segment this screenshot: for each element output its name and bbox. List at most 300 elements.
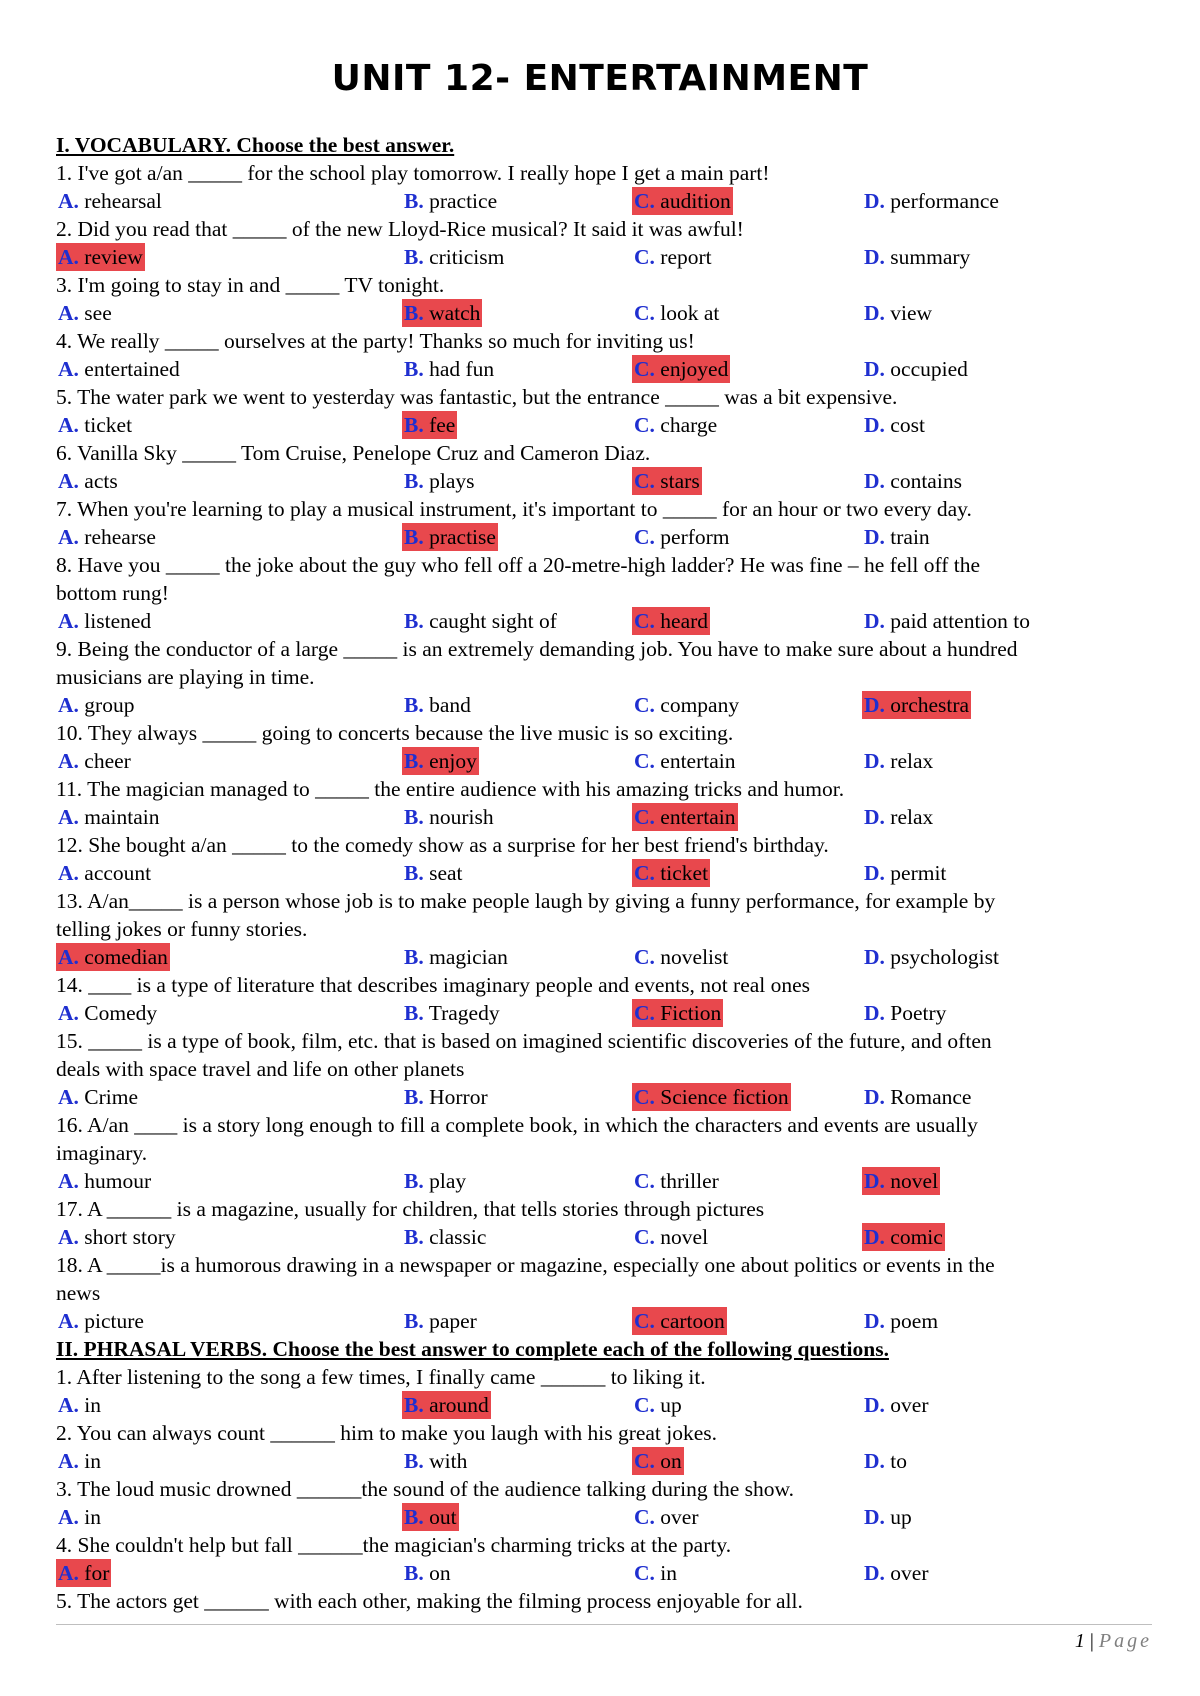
answer-option[interactable]	[56, 467, 120, 495]
correct-answer-option[interactable]	[402, 747, 479, 775]
option-text: magician	[429, 945, 508, 969]
question-text: 3. The loud music drowned ______the sound of the audience talking during the show.	[56, 1477, 795, 1501]
option-letter: C.	[634, 1169, 655, 1193]
answer-option[interactable]	[56, 1223, 178, 1251]
answer-option[interactable]	[56, 299, 114, 327]
answer-option[interactable]	[56, 1447, 103, 1475]
option-text: novelist	[660, 945, 729, 969]
option-text: in	[660, 1561, 678, 1585]
option-letter: B.	[404, 609, 424, 633]
question-item	[56, 1027, 1156, 1111]
option-letter: D.	[864, 413, 885, 437]
answer-option[interactable]	[862, 523, 932, 551]
answer-option[interactable]	[56, 411, 134, 439]
option-letter: B.	[404, 749, 424, 773]
option-letter: D.	[864, 693, 885, 717]
answer-options	[56, 411, 1156, 439]
option-text: occupied	[890, 357, 968, 381]
option-text: practice	[429, 189, 498, 213]
option-letter: A.	[58, 749, 79, 773]
answer-options	[56, 523, 1156, 551]
option-text: band	[429, 693, 471, 717]
option-letter: A.	[58, 1561, 79, 1585]
answer-option[interactable]	[862, 747, 935, 775]
option-letter: D.	[864, 609, 885, 633]
option-letter: B.	[404, 189, 424, 213]
page-title: UNIT 12- ENTERTAINMENT	[331, 58, 869, 99]
question-text: 8. Have you _____ the joke about the guy who fell off a 20-metre-high ladder? He was fine – he fell off the	[56, 553, 981, 577]
option-letter: A.	[58, 1225, 79, 1249]
option-text: relax	[890, 749, 934, 773]
answer-option[interactable]	[56, 1307, 146, 1335]
option-letter: D.	[864, 1001, 885, 1025]
option-letter: C.	[634, 945, 655, 969]
answer-option[interactable]	[56, 691, 136, 719]
question-text: 5. The actors get ______ with each other, making the filming process enjoyable for all.	[56, 1589, 803, 1613]
answer-options	[56, 1447, 1156, 1475]
option-letter: D.	[864, 1169, 885, 1193]
option-text: short story	[84, 1225, 176, 1249]
answer-option[interactable]	[56, 355, 182, 383]
page-label: Page	[1098, 1630, 1152, 1652]
answer-option[interactable]	[632, 1391, 684, 1419]
option-letter: A.	[58, 1393, 79, 1417]
question-item	[56, 831, 1156, 887]
option-letter: B.	[404, 1393, 424, 1417]
option-letter: A.	[58, 301, 79, 325]
option-letter: C.	[634, 1001, 655, 1025]
option-letter: A.	[58, 245, 79, 269]
question-text: bottom rung!	[56, 581, 169, 605]
correct-answer-option[interactable]	[632, 607, 710, 635]
answer-option[interactable]	[862, 999, 948, 1027]
answer-option[interactable]	[632, 523, 732, 551]
option-text: ticket	[660, 861, 709, 885]
option-letter: A.	[58, 805, 79, 829]
option-text: perform	[660, 525, 730, 549]
option-letter: A.	[58, 189, 79, 213]
question-text: 5. The water park we went to yesterday was fantastic, but the entrance _____ was a bit expensive.	[56, 385, 898, 409]
correct-answer-option[interactable]	[632, 187, 733, 215]
question-text: 6. Vanilla Sky _____ Tom Cruise, Penelope Cruz and Cameron Diaz.	[56, 441, 651, 465]
answer-options	[56, 1503, 1156, 1531]
option-letter: D.	[864, 861, 885, 885]
option-letter: C.	[634, 189, 655, 213]
option-text: Comedy	[84, 1001, 158, 1025]
option-letter: A.	[58, 1169, 79, 1193]
option-letter: A.	[58, 1085, 79, 1109]
answer-options	[56, 747, 1156, 775]
option-text: novel	[890, 1169, 939, 1193]
question-text: 13. A/an_____ is a person whose job is to make people laugh by giving a funny performance, for example by	[56, 889, 996, 913]
answer-option[interactable]	[56, 607, 153, 635]
answer-option[interactable]	[862, 1447, 909, 1475]
correct-answer-option[interactable]	[632, 999, 723, 1027]
answer-option[interactable]	[402, 1559, 453, 1587]
answer-options	[56, 1307, 1156, 1335]
option-letter: A.	[58, 413, 79, 437]
correct-answer-option[interactable]	[632, 1083, 791, 1111]
option-text: permit	[890, 861, 947, 885]
option-text: with	[429, 1449, 468, 1473]
answer-options	[56, 607, 1156, 635]
option-text: for	[84, 1561, 110, 1585]
answer-option[interactable]	[632, 1223, 710, 1251]
question-text: 2. Did you read that _____ of the new Lloyd-Rice musical? It said it was awful!	[56, 217, 744, 241]
question-text: 7. When you're learning to play a musical instrument, it's important to _____ for an hour or two every day.	[56, 497, 972, 521]
correct-answer-option[interactable]	[402, 523, 498, 551]
correct-answer-option[interactable]	[632, 803, 738, 831]
option-text: charge	[660, 413, 718, 437]
answer-option[interactable]	[402, 1223, 488, 1251]
option-text: comedian	[84, 945, 168, 969]
answer-option[interactable]	[56, 999, 159, 1027]
page-footer	[1075, 1630, 1152, 1653]
question-item	[56, 775, 1156, 831]
option-letter: C.	[634, 609, 655, 633]
answer-options	[56, 1083, 1156, 1111]
option-text: paper	[429, 1309, 477, 1333]
correct-answer-option[interactable]	[862, 1223, 945, 1251]
question-item	[56, 439, 1156, 495]
answer-options	[56, 467, 1156, 495]
option-text: out	[429, 1505, 457, 1529]
option-letter: B.	[404, 1309, 424, 1333]
option-letter: B.	[404, 945, 424, 969]
answer-option[interactable]	[862, 187, 1001, 215]
question-item	[56, 495, 1156, 551]
option-letter: B.	[404, 525, 424, 549]
question-item	[56, 1475, 1156, 1531]
option-letter: C.	[634, 1561, 655, 1585]
question-text: imaginary.	[56, 1141, 148, 1165]
option-letter: D.	[864, 1561, 885, 1585]
option-text: cheer	[84, 749, 131, 773]
correct-answer-option[interactable]	[632, 859, 710, 887]
question-item	[56, 719, 1156, 775]
answer-option[interactable]	[862, 299, 934, 327]
option-letter: D.	[864, 301, 885, 325]
option-text: poem	[890, 1309, 939, 1333]
option-letter: A.	[58, 693, 79, 717]
option-text: in	[84, 1505, 102, 1529]
question-text: 1. After listening to the song a few times, I finally came ______ to liking it.	[56, 1365, 706, 1389]
option-letter: A.	[58, 609, 79, 633]
option-text: enjoyed	[660, 357, 729, 381]
option-text: watch	[429, 301, 481, 325]
answer-option[interactable]	[56, 803, 162, 831]
answer-option[interactable]	[402, 1307, 479, 1335]
answer-options	[56, 355, 1156, 383]
option-text: group	[84, 693, 135, 717]
answer-option[interactable]	[402, 943, 510, 971]
answer-option[interactable]	[632, 1503, 700, 1531]
answer-options	[56, 803, 1156, 831]
option-text: nourish	[429, 805, 494, 829]
option-text: Romance	[890, 1085, 972, 1109]
option-letter: C.	[634, 805, 655, 829]
option-text: look at	[660, 301, 720, 325]
option-letter: C.	[634, 1085, 655, 1109]
correct-answer-option[interactable]	[56, 243, 145, 271]
option-text: Tragedy	[428, 1001, 500, 1025]
answer-option[interactable]	[56, 523, 158, 551]
question-item	[56, 327, 1156, 383]
correct-answer-option[interactable]	[402, 1391, 491, 1419]
answer-option[interactable]	[862, 467, 964, 495]
question-text: 18. A _____is a humorous drawing in a newspaper or magazine, especially one about politics or events in the	[56, 1253, 995, 1277]
answer-option[interactable]	[632, 691, 741, 719]
option-text: train	[890, 525, 930, 549]
option-text: entertained	[84, 357, 180, 381]
option-text: orchestra	[890, 693, 970, 717]
answer-option[interactable]	[402, 691, 473, 719]
question-text: 4. She couldn't help but fall ______the magician's charming tricks at the party.	[56, 1533, 732, 1557]
option-letter: D.	[864, 1309, 885, 1333]
question-item	[56, 1587, 1156, 1615]
answer-option[interactable]	[56, 1503, 103, 1531]
question-text: 11. The magician managed to _____ the entire audience with his amazing tricks and humor.	[56, 777, 845, 801]
correct-answer-option[interactable]	[632, 467, 702, 495]
answer-option[interactable]	[862, 1559, 930, 1587]
answer-option[interactable]	[862, 943, 1001, 971]
option-text: Poetry	[890, 1001, 947, 1025]
answer-option[interactable]	[632, 243, 714, 271]
answer-option[interactable]	[402, 1167, 468, 1195]
answer-options	[56, 187, 1156, 215]
option-letter: D.	[864, 357, 885, 381]
option-letter: D.	[864, 525, 885, 549]
correct-answer-option[interactable]	[402, 411, 457, 439]
option-text: psychologist	[890, 945, 999, 969]
answer-option[interactable]	[632, 943, 730, 971]
answer-option[interactable]	[56, 1167, 153, 1195]
option-text: in	[84, 1449, 102, 1473]
answer-option[interactable]	[56, 747, 133, 775]
option-text: entertain	[660, 749, 736, 773]
option-text: rehearsal	[84, 189, 162, 213]
answer-options	[56, 691, 1156, 719]
option-text: report	[660, 245, 712, 269]
option-letter: C.	[634, 357, 655, 381]
question-item	[56, 1195, 1156, 1251]
answer-option[interactable]	[862, 859, 948, 887]
answer-option[interactable]	[56, 1083, 140, 1111]
option-text: classic	[429, 1225, 487, 1249]
option-text: in	[84, 1393, 102, 1417]
option-text: play	[429, 1169, 467, 1193]
question-text: 2. You can always count ______ him to make you laugh with his great jokes.	[56, 1421, 718, 1445]
option-letter: B.	[404, 1505, 424, 1529]
answer-option[interactable]	[632, 299, 721, 327]
question-text: 4. We really _____ ourselves at the party! Thanks so much for inviting us!	[56, 329, 695, 353]
option-text: rehearse	[84, 525, 156, 549]
answer-option[interactable]	[402, 999, 502, 1027]
option-text: entertain	[660, 805, 736, 829]
option-text: listened	[84, 609, 152, 633]
answer-option[interactable]	[862, 803, 935, 831]
option-letter: C.	[634, 301, 655, 325]
option-text: relax	[890, 805, 934, 829]
option-letter: D.	[864, 189, 885, 213]
option-text: review	[84, 245, 143, 269]
answer-option[interactable]	[402, 467, 476, 495]
option-text: summary	[890, 245, 971, 269]
option-text: around	[429, 1393, 489, 1417]
correct-answer-option[interactable]	[56, 1559, 111, 1587]
option-letter: B.	[404, 1225, 424, 1249]
answer-option[interactable]	[402, 1083, 490, 1111]
option-letter: D.	[864, 245, 885, 269]
option-text: acts	[84, 469, 118, 493]
option-text: fee	[429, 413, 456, 437]
answer-options	[56, 1223, 1156, 1251]
answer-option[interactable]	[632, 1167, 721, 1195]
answer-option[interactable]	[862, 1503, 914, 1531]
option-letter: A.	[58, 861, 79, 885]
question-text: telling jokes or funny stories.	[56, 917, 308, 941]
option-letter: C.	[634, 1393, 655, 1417]
option-text: thriller	[660, 1169, 719, 1193]
question-list	[56, 131, 1156, 1615]
question-item	[56, 271, 1156, 327]
option-letter: A.	[58, 1449, 79, 1473]
option-text: practise	[429, 525, 496, 549]
answer-option[interactable]	[862, 1391, 930, 1419]
answer-options	[56, 243, 1156, 271]
answer-options	[56, 1559, 1156, 1587]
option-letter: B.	[404, 357, 424, 381]
option-text: over	[890, 1561, 929, 1585]
option-text: humour	[84, 1169, 152, 1193]
option-letter: C.	[634, 413, 655, 437]
section-heading: II. PHRASAL VERBS. Choose the best answer to complete each of the following questions.	[56, 1337, 889, 1361]
answer-options	[56, 299, 1156, 327]
option-text: over	[660, 1505, 699, 1529]
option-text: comic	[890, 1225, 943, 1249]
option-text: ticket	[84, 413, 133, 437]
question-item	[56, 215, 1156, 271]
answer-option[interactable]	[402, 803, 496, 831]
option-letter: B.	[404, 1561, 424, 1585]
option-text: heard	[660, 609, 709, 633]
answer-option[interactable]	[862, 607, 1032, 635]
option-text: view	[890, 301, 933, 325]
question-item	[56, 1363, 1156, 1419]
option-text: caught sight of	[429, 609, 557, 633]
option-letter: B.	[404, 245, 424, 269]
option-text: maintain	[84, 805, 160, 829]
option-letter: B.	[404, 413, 424, 437]
option-text: on	[429, 1561, 451, 1585]
option-letter: B.	[404, 1169, 424, 1193]
option-text: seat	[429, 861, 463, 885]
correct-answer-option[interactable]	[632, 1447, 684, 1475]
option-letter: B.	[404, 1449, 424, 1473]
option-letter: B.	[404, 693, 424, 717]
answer-option[interactable]	[402, 187, 499, 215]
option-letter: D.	[864, 469, 885, 493]
answer-option[interactable]	[632, 1559, 679, 1587]
correct-answer-option[interactable]	[402, 1503, 459, 1531]
correct-answer-option[interactable]	[402, 299, 482, 327]
answer-options	[56, 1391, 1156, 1419]
option-letter: A.	[58, 945, 79, 969]
question-item	[56, 159, 1156, 215]
option-letter: B.	[404, 1001, 424, 1025]
option-text: enjoy	[429, 749, 477, 773]
option-letter: A.	[58, 1001, 79, 1025]
option-letter: C.	[634, 1505, 655, 1529]
option-text: contains	[890, 469, 962, 493]
answer-options	[56, 859, 1156, 887]
answer-option[interactable]	[402, 243, 506, 271]
correct-answer-option[interactable]	[632, 1307, 727, 1335]
footer-divider	[56, 1624, 1152, 1625]
option-text: Fiction	[660, 1001, 722, 1025]
answer-option[interactable]	[862, 411, 927, 439]
question-text: news	[56, 1281, 101, 1305]
option-text: to	[890, 1449, 908, 1473]
option-letter: B.	[404, 1085, 424, 1109]
correct-answer-option[interactable]	[862, 1167, 940, 1195]
option-text: cartoon	[660, 1309, 725, 1333]
question-item	[56, 635, 1156, 719]
answer-option[interactable]	[862, 243, 972, 271]
answer-option[interactable]	[402, 1447, 469, 1475]
option-text: up	[660, 1393, 682, 1417]
option-letter: D.	[864, 945, 885, 969]
option-letter: A.	[58, 1309, 79, 1333]
answer-option[interactable]	[56, 1391, 103, 1419]
correct-answer-option[interactable]	[632, 355, 730, 383]
answer-option[interactable]	[402, 607, 559, 635]
option-text: see	[84, 301, 112, 325]
option-letter: D.	[864, 805, 885, 829]
option-letter: D.	[864, 1505, 885, 1529]
option-text: cost	[890, 413, 925, 437]
option-letter: C.	[634, 1309, 655, 1333]
answer-option[interactable]	[862, 355, 970, 383]
question-item	[56, 971, 1156, 1027]
option-letter: C.	[634, 693, 655, 717]
correct-answer-option[interactable]	[862, 691, 971, 719]
question-text: 15. _____ is a type of book, film, etc. that is based on imagined scientific discoveries of the future, and often	[56, 1029, 992, 1053]
answer-option[interactable]	[632, 747, 738, 775]
answer-option[interactable]	[402, 355, 496, 383]
answer-option[interactable]	[56, 859, 153, 887]
answer-options	[56, 1167, 1156, 1195]
option-text: performance	[890, 189, 999, 213]
answer-option[interactable]	[862, 1083, 973, 1111]
correct-answer-option[interactable]	[56, 943, 170, 971]
option-text: account	[84, 861, 152, 885]
question-text: 14. ____ is a type of literature that describes imaginary people and events, not real ones	[56, 973, 811, 997]
option-text: Crime	[84, 1085, 139, 1109]
option-letter: B.	[404, 805, 424, 829]
option-letter: B.	[404, 469, 424, 493]
option-letter: A.	[58, 525, 79, 549]
answer-option[interactable]	[632, 411, 719, 439]
answer-option[interactable]	[56, 187, 164, 215]
question-item	[56, 551, 1156, 635]
answer-options	[56, 943, 1156, 971]
option-letter: D.	[864, 1085, 885, 1109]
section-heading: I. VOCABULARY. Choose the best answer.	[56, 133, 455, 157]
answer-option[interactable]	[862, 1307, 940, 1335]
option-text: had fun	[429, 357, 495, 381]
answer-option[interactable]	[402, 859, 465, 887]
